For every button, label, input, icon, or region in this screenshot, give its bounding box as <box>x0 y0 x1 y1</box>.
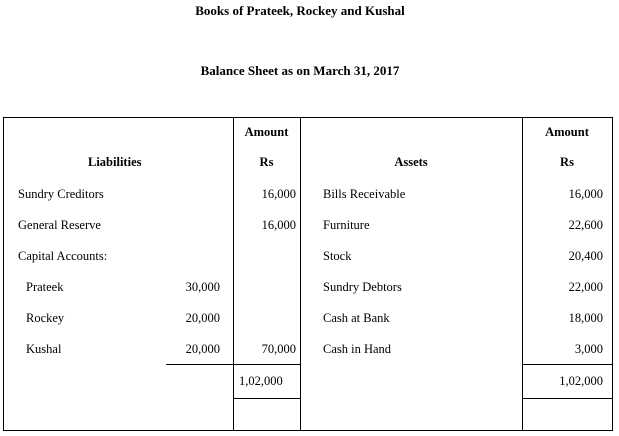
assets-header: Assets <box>394 155 428 169</box>
asset-amount: 22,600 <box>568 218 603 232</box>
total-rule-right-top <box>522 364 612 365</box>
total-rule-left-bottom <box>233 398 300 399</box>
liability-label: Capital Accounts: <box>18 249 108 263</box>
book-title: Books of Prateek, Rockey and Kushal <box>195 3 405 18</box>
unit-header-right: Rs <box>560 155 574 169</box>
liability-label: General Reserve <box>18 218 101 232</box>
partner-label: Kushal <box>26 342 62 356</box>
partner-label: Prateek <box>26 280 64 294</box>
unit-header-left: Rs <box>259 155 274 169</box>
balance-sheet-title: Balance Sheet as on March 31, 2017 <box>200 63 400 78</box>
total-rule-right-bottom <box>522 398 612 399</box>
asset-label: Cash in Hand <box>323 342 392 356</box>
amount-header-right: Amount <box>545 125 589 139</box>
asset-label: Cash at Bank <box>323 311 390 325</box>
liability-label: Sundry Creditors <box>18 187 104 201</box>
asset-label: Bills Receivable <box>323 187 406 201</box>
partner-label: Rockey <box>26 311 65 325</box>
partner-capital: 30,000 <box>185 280 220 294</box>
asset-label: Stock <box>323 249 352 263</box>
partner-capital: 20,000 <box>185 342 220 356</box>
asset-label: Furniture <box>323 218 370 232</box>
asset-amount: 16,000 <box>568 187 603 201</box>
subtotal-rule <box>166 364 233 365</box>
liabilities-header: Liabilities <box>88 155 142 169</box>
balance-sheet-table <box>3 117 613 431</box>
total-rule-left-top <box>233 364 300 365</box>
liability-amount: 16,000 <box>261 187 296 201</box>
assets-total: 1,02,000 <box>559 374 603 388</box>
liabilities-total: 1,02,000 <box>239 374 283 388</box>
amount-header-left: Amount <box>244 125 289 139</box>
asset-amount: 20,400 <box>568 249 603 263</box>
partner-capital: 20,000 <box>185 311 220 325</box>
liability-amount: 16,000 <box>261 218 296 232</box>
asset-label: Sundry Debtors <box>323 280 402 294</box>
asset-amount: 3,000 <box>574 342 603 356</box>
asset-amount: 18,000 <box>568 311 603 325</box>
asset-amount: 22,000 <box>568 280 603 294</box>
capital-total-amount: 70,000 <box>261 342 296 356</box>
